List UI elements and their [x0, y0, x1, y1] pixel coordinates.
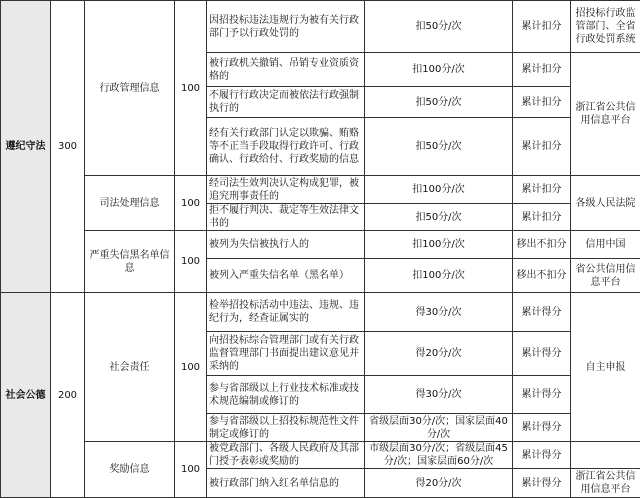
item-text: 经有关行政部门认定以欺骗、贿赂等不正当手段取得行政许可、行政确认、行政给付、行政奖励的信息 — [207, 118, 365, 176]
item-text: 被行政部门纳入红名单信息的 — [207, 469, 365, 498]
scoring-standard: 扣100分/次 — [365, 176, 513, 204]
scoring-standard: 扣50分/次 — [365, 118, 513, 176]
data-source — [571, 442, 640, 469]
scoring-standard: 得20分/次 — [365, 332, 513, 376]
scoring-method: 累计得分 — [513, 332, 571, 376]
table-row — [1, 442, 640, 469]
scoring-method: 累计得分 — [513, 293, 571, 332]
scoring-standard: 扣50分/次 — [365, 87, 513, 118]
scoring-method: 移出不扣分 — [513, 231, 571, 259]
subcategory-score: 100 — [175, 442, 207, 498]
category-name: 社会公德 — [1, 293, 51, 498]
item-text: 被列入严重失信名单（黑名单） — [207, 259, 365, 293]
scoring-standard: 扣100分/次 — [365, 259, 513, 293]
item-text: 被党政部门、各级人民政府及其部门授予表彰或奖励的 — [207, 442, 365, 469]
subcategory-name: 行政管理信息 — [85, 1, 175, 176]
item-text: 检举招投标活动中违法、违规、违纪行为，经查证属实的 — [207, 293, 365, 332]
scoring-method: 累计扣分 — [513, 118, 571, 176]
data-source: 各级人民法院 — [571, 176, 640, 231]
data-source: 招投标行政监管部门、全省行政处罚系统 — [571, 1, 640, 53]
scoring-method: 移出不扣分 — [513, 259, 571, 293]
subcategory-name: 社会责任 — [85, 293, 175, 442]
data-source: 浙江省公共信用信息平台 — [571, 53, 640, 176]
scoring-method: 累计扣分 — [513, 204, 571, 231]
scoring-method: 累计扣分 — [513, 87, 571, 118]
table-row — [1, 176, 640, 204]
item-text: 参与省部级以上招投标规范性文件制定或修订的 — [207, 414, 365, 442]
scoring-method: 累计得分 — [513, 469, 571, 498]
subcategory-score: 100 — [175, 1, 207, 176]
scoring-standard: 得20分/次 — [365, 469, 513, 498]
category-name: 遵纪守法 — [1, 1, 51, 293]
scoring-standard: 扣100分/次 — [365, 53, 513, 87]
scoring-standard: 市级层面30分/次；省级层面45分/次；国家层面60分/次 — [365, 442, 513, 469]
item-text: 因招投标违法违规行为被有关行政部门予以行政处罚的 — [207, 1, 365, 53]
item-text: 被列为失信被执行人的 — [207, 231, 365, 259]
category-score: 300 — [51, 1, 85, 293]
scoring-method: 累计得分 — [513, 414, 571, 442]
scoring-method: 累计得分 — [513, 376, 571, 414]
data-source: 省公共信用信息平台 — [571, 259, 640, 293]
subcategory-name: 司法处理信息 — [85, 176, 175, 231]
scoring-method: 累计扣分 — [513, 176, 571, 204]
item-text: 拒不履行判决、裁定等生效法律文书的 — [207, 204, 365, 231]
scoring-method: 累计得分 — [513, 442, 571, 469]
item-text: 经司法生效判决认定构成犯罪，被追究刑事责任的 — [207, 176, 365, 204]
scoring-standard: 扣50分/次 — [365, 204, 513, 231]
scoring-method: 累计扣分 — [513, 53, 571, 87]
data-source: 浙江省公共信用信息平台 — [571, 469, 640, 498]
subcategory-score: 100 — [175, 176, 207, 231]
table-row — [1, 231, 640, 259]
data-source: 自主申报 — [571, 293, 640, 442]
item-text: 参与省部级以上行业技术标准或技术规范编制或修订的 — [207, 376, 365, 414]
table-row — [1, 1, 640, 53]
subcategory-name: 严重失信黑名单信息 — [85, 231, 175, 293]
subcategory-name: 奖励信息 — [85, 442, 175, 498]
scoring-standard: 扣100分/次 — [365, 231, 513, 259]
subcategory-score: 100 — [175, 293, 207, 442]
scoring-method: 累计扣分 — [513, 1, 571, 53]
item-text: 被行政机关撤销、吊销专业资质资格的 — [207, 53, 365, 87]
scoring-standard: 得30分/次 — [365, 293, 513, 332]
category-score: 200 — [51, 293, 85, 498]
data-source: 信用中国 — [571, 231, 640, 259]
scoring-standard: 得30分/次 — [365, 376, 513, 414]
item-text: 不履行行政决定而被依法行政强制执行的 — [207, 87, 365, 118]
table-row — [1, 293, 640, 332]
subcategory-score: 100 — [175, 231, 207, 293]
item-text: 向招投标综合管理部门或有关行政监督管理部门书面提出建议意见并采纳的 — [207, 332, 365, 376]
scoring-standard: 省级层面30分/次；国家层面40分/次 — [365, 414, 513, 442]
scoring-standard: 扣50分/次 — [365, 1, 513, 53]
